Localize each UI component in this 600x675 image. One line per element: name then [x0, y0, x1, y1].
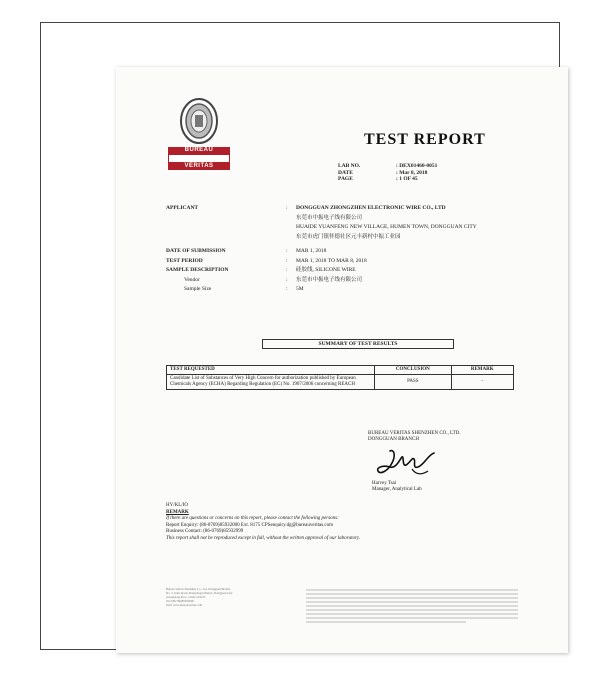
- bureau-veritas-seal-icon: [179, 97, 219, 145]
- field-vendor: Vendor : 东莞市中振电子线有限公司: [184, 276, 363, 283]
- footer-address: Bureau Veritas Shenzhen Co., Ltd. Dongguan Branch No. 3, Jiahe Road, Dongcheng District, Dongguan City Guangdong Prov., China 523125 Tel: (86-769)85932000 Web: www.bureauveritas.com: [166, 587, 233, 607]
- cell-conclusion: PASS: [375, 375, 451, 390]
- issuing-lab: BUREAU VERITAS SHENZHEN CO., LTD. DONGGUAN BRANCH: [368, 431, 461, 442]
- field-applicant-cn: 东莞市中振电子线有限公司: [296, 214, 363, 221]
- field-applicant: APPLICANT : DONGGUAN ZHONGZHEN ELECTRONIC WIRE CO., LTD: [166, 205, 446, 211]
- logo-band-bottom: VERITAS: [168, 163, 230, 170]
- logo-band-top: BUREAU: [168, 147, 230, 154]
- remark-line: Business Contact: (86-0769)85932999: [166, 529, 244, 534]
- report-meta: [338, 163, 437, 183]
- table-row: [167, 375, 514, 390]
- results-header-row: [167, 366, 514, 375]
- document-frame: [40, 22, 560, 650]
- cell-test: Candidate List of Substances of Very High Concern for authorization published by European Chemicals Agency (ECHA) Regarding Regulation (EC) No. 1907/2006 concerning REACH: [167, 375, 375, 390]
- logo-band-mid: [168, 154, 230, 163]
- remark-code: HY/KL/IO: [166, 503, 188, 508]
- meta-row: LAB NO. : DEX01460-0051: [338, 163, 438, 169]
- header-test-requested: TEST REQUESTED: [167, 366, 375, 375]
- bureau-veritas-logo: [168, 97, 230, 170]
- field-address: HUAIDE YUANFENG NEW VILLAGE, HUMEN TOWN, DONGGUAN CITY: [296, 224, 477, 230]
- cell-remark: -: [451, 375, 513, 390]
- footer-fine-print: [306, 587, 518, 627]
- remark-line: Report Enquiry: (86-0769)85932000 Ext. 8175 CPSenquiry.dg@bureauveritas.com: [166, 522, 334, 528]
- header-remark: REMARK: [451, 366, 513, 375]
- summary-title: SUMMARY OF TEST RESULTS: [262, 339, 454, 349]
- field-test-period: TEST PERIOD : MAR 1, 2018 TO MAR 8, 2018: [166, 257, 367, 264]
- remark-note: This report shall not be reproduced except in full, without the written approval of our laboratory.: [166, 535, 361, 541]
- signer: Harvey Tsai Manager, Analytical Lab: [372, 481, 422, 492]
- fine-print-lines: [306, 587, 518, 627]
- header-conclusion: CONCLUSION: [375, 366, 451, 375]
- report-fields: [166, 205, 526, 296]
- field-sample-description: SAMPLE DESCRIPTION : 硅胶线, SILICONE WIRE: [166, 267, 356, 273]
- results-table: [166, 365, 514, 390]
- field-date-of-submission: DATE OF SUBMISSION : MAR 1, 2018: [166, 248, 327, 254]
- remark-line: If there are questions or concerns on this report, please contact the following persons:: [166, 516, 339, 521]
- meta-row: DATE : Mar 8, 2018: [338, 169, 428, 176]
- field-sample-size: Sample Size : 5M: [184, 286, 304, 292]
- field-address-cn: 东莞市虎门镇怀德社区元丰新村中振工业园: [296, 233, 401, 240]
- signature-mark: [372, 445, 442, 479]
- test-report-page: [116, 67, 568, 653]
- meta-row: PAGE : 1 OF 45: [338, 176, 418, 182]
- report-title: TEST REPORT: [364, 131, 486, 148]
- remark-section: [166, 503, 526, 542]
- signature: [372, 445, 442, 484]
- remark-heading: REMARK: [166, 509, 189, 515]
